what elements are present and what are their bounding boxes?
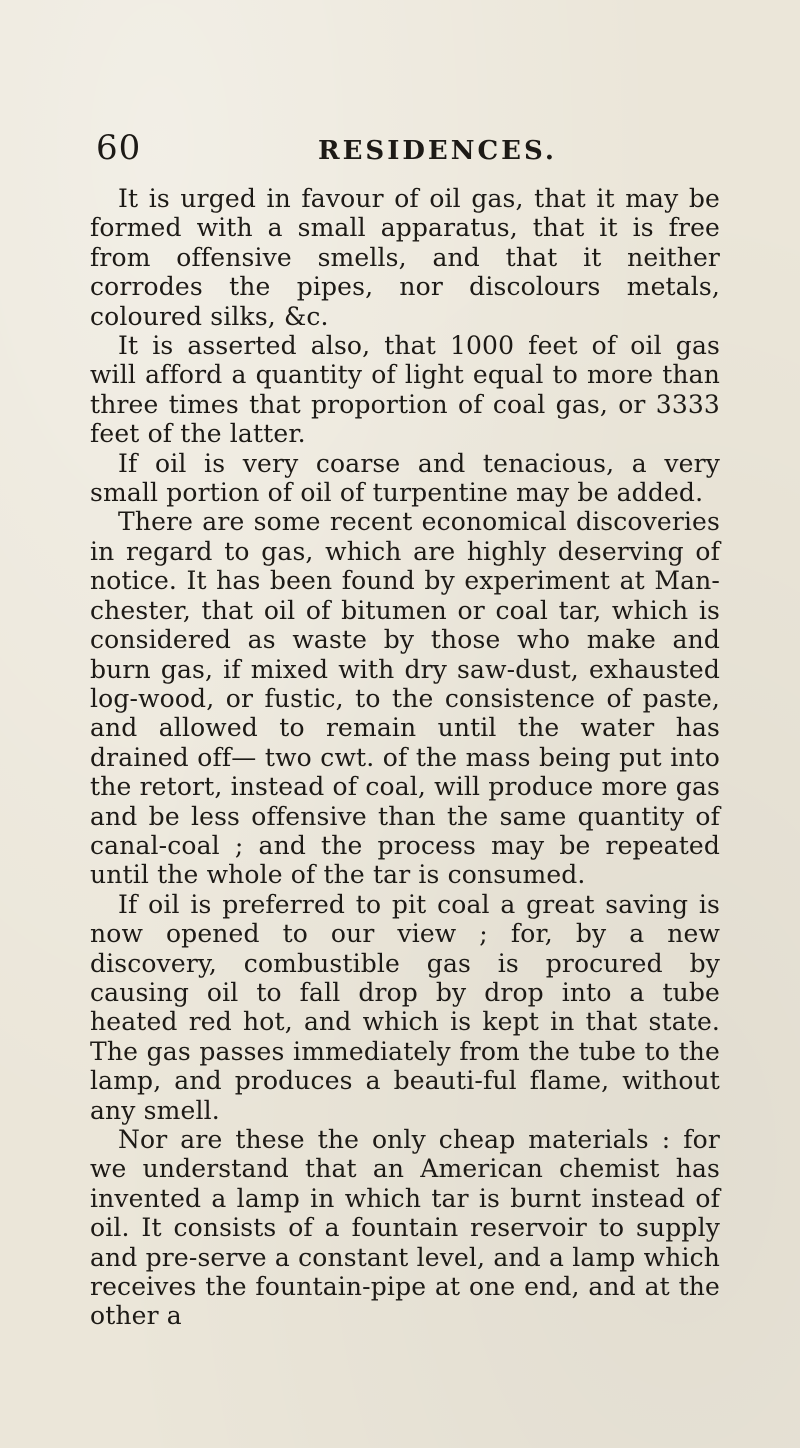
paragraph-oil-preferred: If oil is preferred to pit coal a great saving is now opened to our view ; for, by a new discovery, combustible gas is procured by causing oil to fall drop by drop into a tube heated red hot, and which is kept in that state. The gas passes immediately from the tube to the lamp, and produces a beauti-ful flame, without any smell. [90, 889, 720, 1125]
page-header [96, 128, 704, 176]
page-number: 60 [96, 128, 142, 168]
paragraph-turpentine: If oil is very coarse and tenacious, a very small portion of oil of turpentine may be added. [90, 448, 720, 508]
paragraph-tar-lamp: Nor are these the only cheap materials : for we understand that an American chemist has invented a lamp in which tar is burnt instead of oil. It consists of a fountain reservoir to supply and pre-serve a constant level, and a lamp which receives the fountain-pipe at one end, and at the other a [90, 1125, 720, 1331]
paragraph-economical-discoveries: There are some recent economical discoveries in regard to gas, which are highly deserving of notice. It has been found by experiment at Man-chester, that oil of bitumen or coal tar, which is considered as waste by those who make and burn gas, if mixed with dry saw-dust, exhausted log-wood, or fustic, to the consistence of paste, and allowed to remain until the water has drained off— two cwt. of the mass being put into the retort, instead of coal, will produce more gas and be less offensive than the same quantity of canal-coal ; and the process may be repeated until the whole of the tar is consumed. [90, 507, 720, 890]
paragraph-oil-gas-advantages: It is urged in favour of oil gas, that it may be formed with a small apparatus, that it is free from offensive smells, and that it neither corrodes the pipes, nor discolours metals, coloured silks, &c. [90, 184, 720, 331]
running-head: RESIDENCES. [318, 136, 557, 166]
body-text [90, 184, 720, 1331]
paragraph-oil-gas-light: It is asserted also, that 1000 feet of oil gas will afford a quantity of light equal to more than three times that proportion of coal gas, or 3333 feet of the latter. [90, 331, 720, 449]
